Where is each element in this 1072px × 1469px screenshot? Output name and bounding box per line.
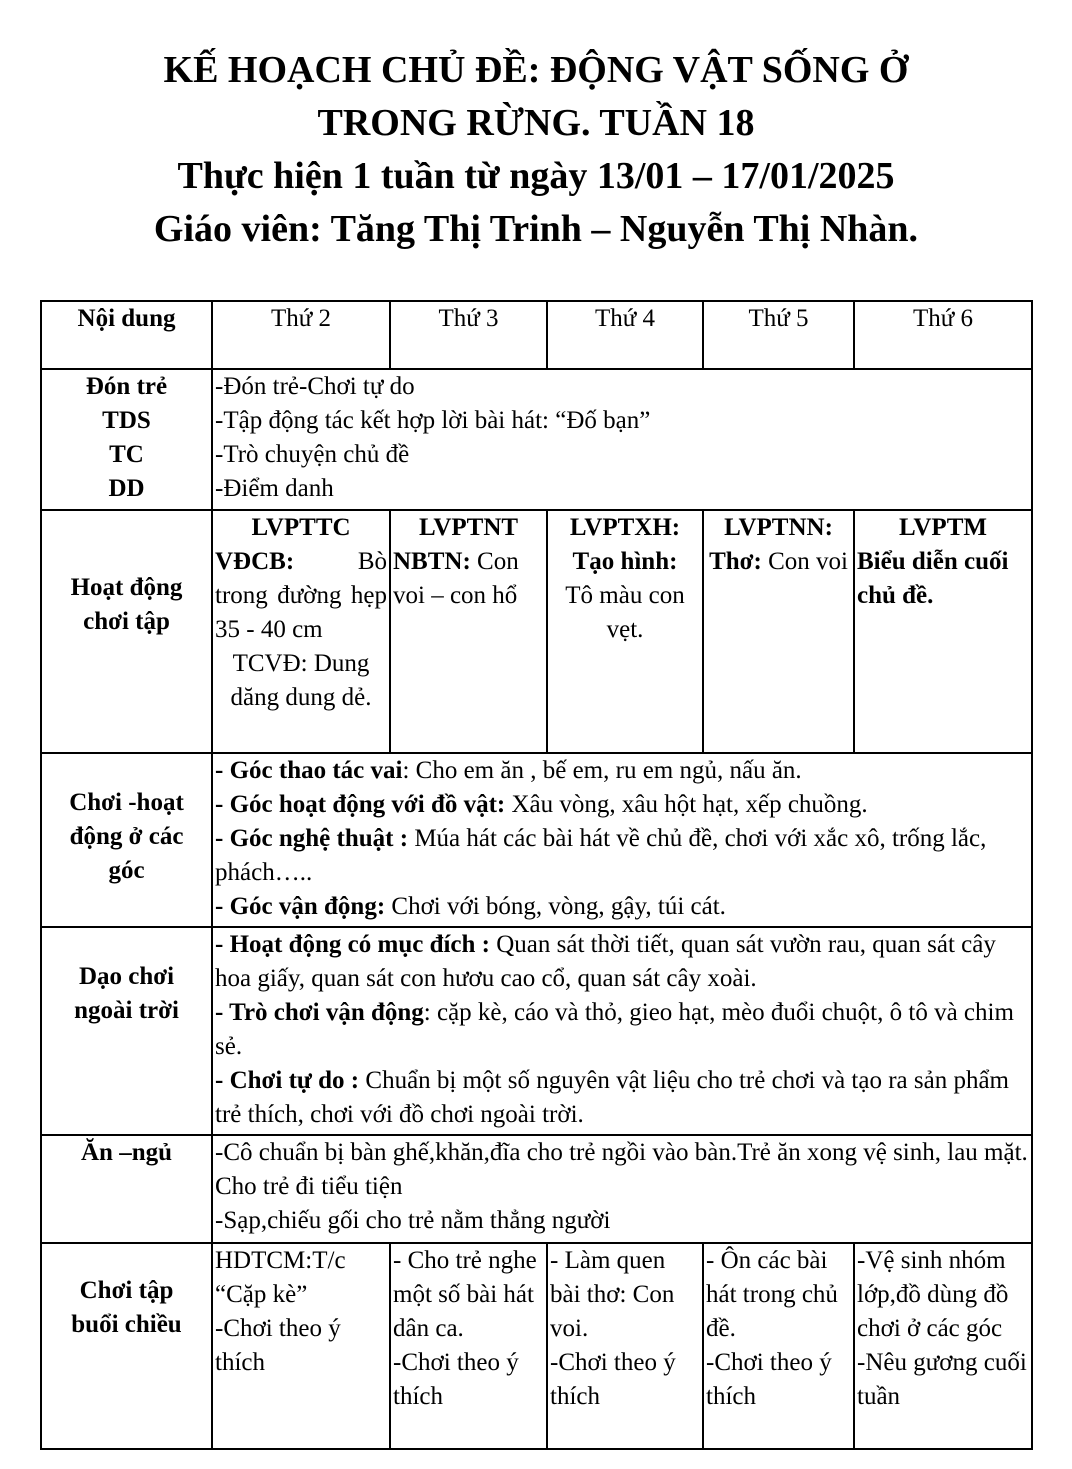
ngoai-troi-item: - Trò chơi vận động: cặp kè, cáo và thỏ, gieo hạt, mèo đuổi chuột, ô tô và chim sẻ.	[215, 999, 1014, 1060]
goc-content	[212, 753, 1032, 927]
title-line-2: TRONG RỪNG. TUẦN 18	[317, 102, 755, 144]
row-ngoai-troi	[41, 927, 1032, 1135]
activity-thu: LVPTNN: Thơ: Con voi	[703, 510, 854, 753]
row-don-tre	[41, 369, 1032, 510]
afternoon-mon: HDTCM:T/c “Cặp kè” -Chơi theo ý thích	[212, 1243, 390, 1449]
title-line-3: Thực hiện 1 tuần từ ngày 13/01 – 17/01/2025	[177, 155, 895, 197]
content-column-header: Nội dung	[41, 301, 212, 369]
row-label-ngoai-troi: Dạo chơi ngoài trời	[41, 927, 212, 1135]
row-label-an-ngu: Ăn –ngủ	[41, 1135, 212, 1243]
goc-item: - Góc hoạt động với đồ vật: Xâu vòng, xâu hột hạt, xếp chuồng.	[215, 791, 868, 818]
title-line-1: KẾ HOẠCH CHỦ ĐỀ: ĐỘNG VẬT SỐNG Ở	[163, 49, 909, 91]
day-header-mon: Thứ 2	[212, 301, 390, 369]
row-an-ngu	[41, 1135, 1032, 1243]
goc-item: - Góc thao tác vai: Cho em ăn , bế em, ru em ngủ, nấu ăn.	[215, 757, 802, 784]
ngoai-troi-item: - Chơi tự do : Chuẩn bị một số nguyên vật liệu cho trẻ chơi và tạo ra sản phẩm trẻ thích, chơi với đồ chơi ngoài trời.	[215, 1067, 1010, 1128]
ngoai-troi-content	[212, 927, 1032, 1135]
row-label-don-tre: Đón trẻ TDS TC DD	[41, 369, 212, 510]
goc-item: - Góc vận động: Chơi với bóng, vòng, gậy, túi cát.	[215, 893, 726, 920]
day-header-thu: Thứ 5	[703, 301, 854, 369]
row-label-hoat-dong: Hoạt động chơi tập	[41, 510, 212, 753]
activity-tue: LVPTNT NBTN: Con voi – con hổ	[390, 510, 547, 753]
activity-mon: LVPTTC VĐCB: Bò trong đường hẹp 35 - 40 cm TCVĐ: Dung dăng dung dẻ.	[212, 510, 390, 753]
weekly-plan-table	[40, 300, 1033, 1450]
an-ngu-content: -Cô chuẩn bị bàn ghế,khăn,đĩa cho trẻ ngồi vào bàn.Trẻ ăn xong vệ sinh, lau mặt. Cho trẻ đi tiểu tiện -Sạp,chiếu gối cho trẻ nằm thẳng người	[212, 1135, 1032, 1243]
row-label-goc: Chơi -hoạt động ở các góc	[41, 753, 212, 927]
day-header-wed: Thứ 4	[547, 301, 703, 369]
don-tre-content: -Đón trẻ-Chơi tự do -Tập động tác kết hợp lời bài hát: “Đố bạn” -Trò chuyện chủ đề -Điểm danh	[212, 369, 1032, 510]
afternoon-fri: -Vệ sinh nhóm lớp,đồ dùng đồ chơi ở các góc -Nêu gương cuối tuần	[854, 1243, 1032, 1449]
title-line-4: Giáo viên: Tăng Thị Trinh – Nguyễn Thị Nhàn.	[153, 208, 919, 250]
activity-wed: LVPTXH: Tạo hình: Tô màu con vẹt.	[547, 510, 703, 753]
afternoon-tue: - Cho trẻ nghe một số bài hát dân ca. -Chơi theo ý thích	[390, 1243, 547, 1449]
header-row	[41, 301, 1032, 369]
afternoon-wed: - Làm quen bài thơ: Con voi. -Chơi theo ý thích	[547, 1243, 703, 1449]
day-header-fri: Thứ 6	[854, 301, 1032, 369]
day-header-tue: Thứ 3	[390, 301, 547, 369]
activity-fri: LVPTM Biểu diễn cuối chủ đề.	[854, 510, 1032, 753]
document-title	[0, 44, 1072, 256]
goc-item: - Góc nghệ thuật : Múa hát các bài hát về chủ đề, chơi với xắc xô, trống lắc, phách…..	[215, 825, 987, 886]
afternoon-thu: - Ôn các bài hát trong chủ đề. -Chơi theo ý thích	[703, 1243, 854, 1449]
row-goc	[41, 753, 1032, 927]
ngoai-troi-item: - Hoạt động có mục đích : Quan sát thời tiết, quan sát vườn rau, quan sát cây hoa giấy, quan sát con hươu cao cổ, quan sát cây xoài.	[215, 931, 996, 992]
row-hoat-dong	[41, 510, 1032, 753]
row-buoi-chieu	[41, 1243, 1032, 1449]
row-label-buoi-chieu: Chơi tập buổi chiều	[41, 1243, 212, 1449]
